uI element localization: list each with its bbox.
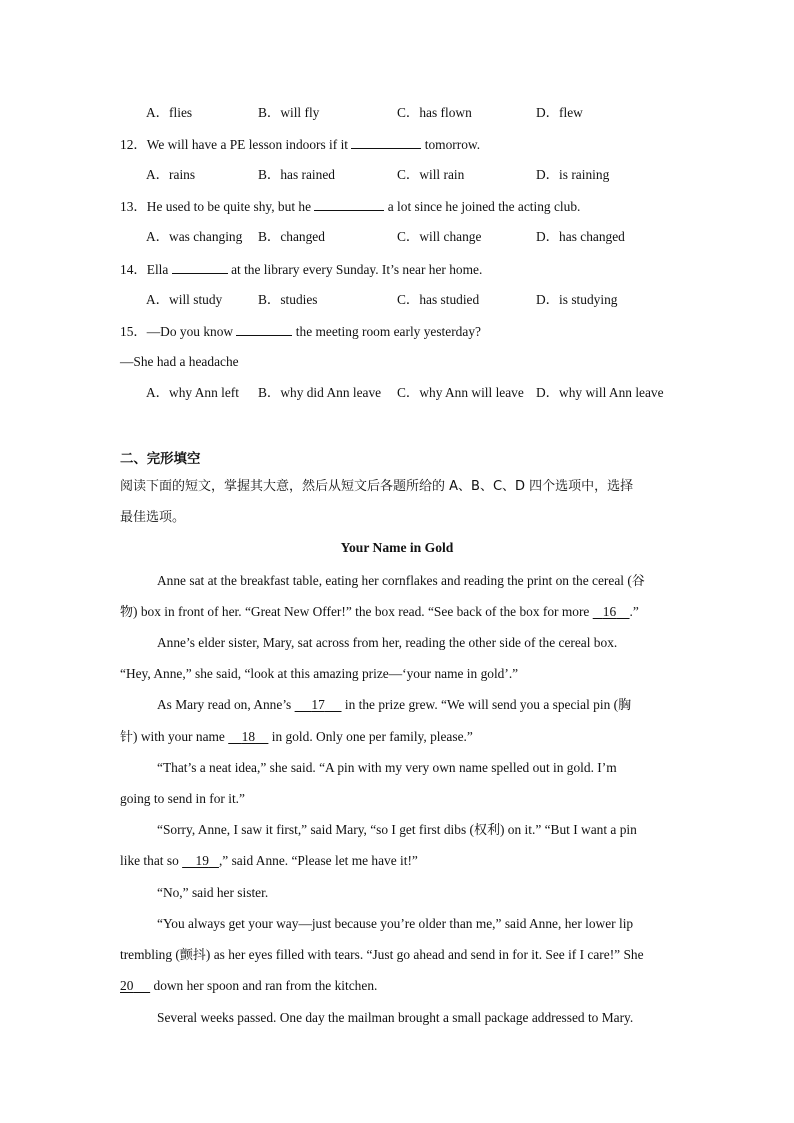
blank-20 [120,978,150,993]
section-instruction-line-1: 阅读下面的短文，掌握其大意，然后从短文后各题所给的 A、B、C、D 四个选项中，选择 [120,479,634,494]
p5-line-1-text-b: ) on it.” “But I want a pin [499,822,637,837]
blank-17 [295,697,342,712]
q13-option-a: A．was changing [146,229,243,244]
blank-18-number: 18 [241,729,256,744]
q14-stem-post: at the library every Sunday. It’s near her home. [231,262,483,277]
p1-line-1-cjk: 谷 [631,574,645,589]
p5-line-1-cjk: 权利 [473,823,500,838]
q13-option-d: D．has changed [536,229,625,244]
p2-line-2: “Hey, Anne,” she said, “look at this amazing prize—‘your name in gold’.” [120,666,519,681]
q11-option-b: B．will fly [258,105,320,120]
p5-line-2-text-b: ,” said Anne. “Please let me have it!” [218,853,418,868]
q14-stem [120,260,482,279]
q13-stem [120,197,580,216]
p1-line-2-text: ) box in front of her. “Great New Offer!” the box read. “See back of the box for more [133,604,590,619]
p5-line-1-text: “Sorry, Anne, I saw it first,” said Mary, “so I get first dibs ( [157,822,474,837]
p1-line-2 [120,603,639,622]
blank-19-number: 19 [195,853,209,868]
q13-option-c: C．will change [397,229,482,244]
q14-option-c: C．has studied [397,292,480,307]
q11-option-a: A．flies [146,105,193,120]
p7-line-1: “You always get your way—just because you’re older than me,” said Anne, her lower lip [157,916,634,931]
q14-option-a: A．will study [146,292,223,307]
q15-stem [120,322,481,341]
q13-stem-pre: 13．He used to be quite shy, but he [120,199,312,214]
passage-title: Your Name in Gold [340,540,454,555]
q13-stem-post: a lot since he joined the acting club. [387,199,581,214]
p3-line-1-text: As Mary read on, Anne’s [157,697,292,712]
q14-stem-pre: 14．Ella [120,262,169,277]
q12-stem-post: tomorrow. [424,137,481,152]
p7-line-3 [120,977,377,995]
q12-option-d: D．is raining [536,167,610,182]
p4-line-2: going to send in for it.” [120,791,245,806]
p5-line-2-text: like that so [120,853,179,868]
q12-option-a: A．rains [146,167,196,182]
q15-stem-pre: 15．—Do you know [120,324,234,339]
p7-line-2-cjk: 颤抖 [179,948,206,963]
p6-line: “No,” said her sister. [157,885,269,900]
q15-stem-post: the meeting room early yesterday? [295,324,481,339]
blank-18 [228,729,268,744]
p3-line-2 [120,728,473,747]
q14-option-d: D．is studying [536,292,618,307]
q15-option-b: B．why did Ann leave [258,385,382,400]
p3-line-1 [157,696,631,715]
p1-line-2-end: .” [629,604,639,619]
q13-answer-blank [314,197,384,211]
p8-line: Several weeks passed. One day the mailman brought a small package addressed to Mary. [157,1010,634,1025]
q14-answer-blank [172,260,228,274]
q15-option-c: C．why Ann will leave [397,385,524,400]
p5-line-1 [157,821,637,840]
q13-option-b: B．changed [258,229,325,244]
p3-line-1-text-b: in the prize grew. “We will send you a special pin ( [344,697,619,712]
blank-16 [593,604,630,619]
p3-line-2-text-b: in gold. Only one per family, please.” [271,729,473,744]
blank-20-number: 20 [120,978,134,993]
q12-option-c: C．will rain [397,167,465,182]
p1-line-1-text: Anne sat at the breakfast table, eating her cornflakes and reading the print on the cereal ( [157,573,632,588]
q12-stem-pre: 12．We will have a PE lesson indoors if it [120,137,349,152]
p2-line-1: Anne’s elder sister, Mary, sat across from her, reading the other side of the cereal box. [157,635,618,650]
q11-option-d: D．flew [536,105,583,120]
q14-option-b: B．studies [258,292,318,307]
q12-stem [120,135,480,154]
p1-line-1 [157,572,645,591]
blank-16-number: 16 [602,604,617,619]
blank-17-number: 17 [311,697,325,712]
q11-option-c: C．has flown [397,105,472,120]
p7-line-2 [120,946,644,965]
section-heading: 二、完形填空 [120,452,201,467]
q12-answer-blank [351,135,421,149]
p7-line-3-text: down her spoon and ran from the kitchen. [153,978,378,993]
p7-line-2-text-b: ) as her eyes filled with tears. “Just go ahead and send in for it. See if I care!” She [205,947,644,962]
p1-line-2-cjk: 物 [120,605,134,620]
p4-line-1: “That’s a neat idea,” she said. “A pin with my very own name spelled out in gold. I’m [157,760,617,775]
section-instruction-line-2: 最佳选项。 [120,510,186,525]
q15-option-a: A．why Ann left [146,385,239,400]
q15-option-d: D．why will Ann leave [536,385,664,400]
p3-line-1-cjk: 胸 [618,698,632,713]
q15-answer-blank [236,322,292,336]
p5-line-2 [120,852,418,870]
p3-line-2-cjk: 针 [120,730,134,745]
q15-reply: —She had a headache [120,354,239,369]
p3-line-2-text: ) with your name [133,729,225,744]
p7-line-2-text: trembling ( [120,947,180,962]
blank-19 [182,853,219,868]
q12-option-b: B．has rained [258,167,335,182]
